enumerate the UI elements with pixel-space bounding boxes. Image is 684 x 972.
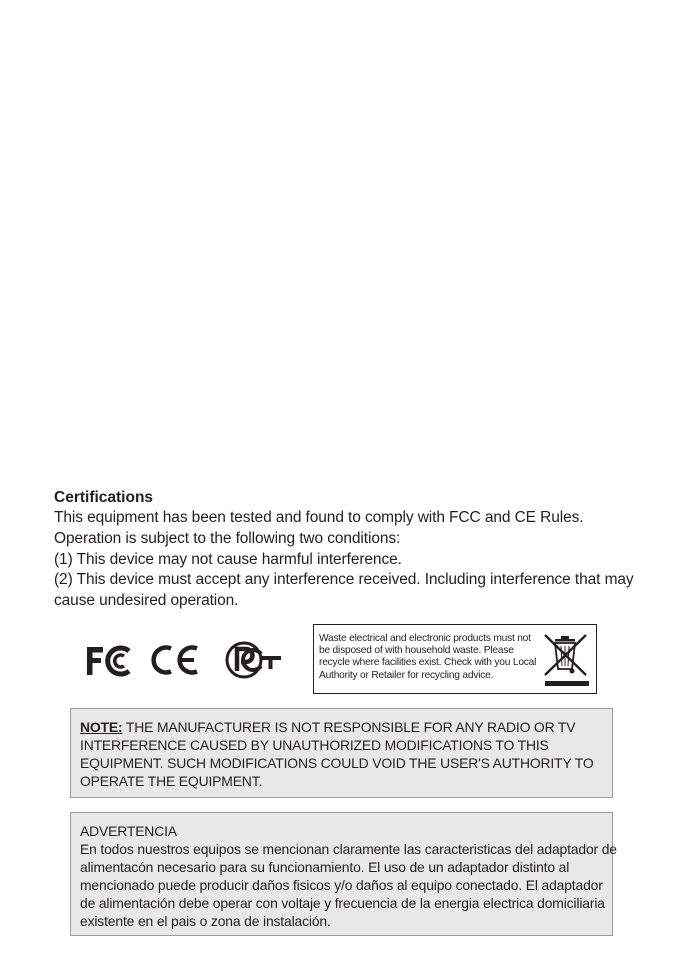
advertencia-line: En todos nuestros equipos se mencionan claramente las caracteristicas del adaptador de xyxy=(80,841,617,857)
advertencia-title: ADVERTENCIA xyxy=(80,823,177,839)
advertencia-line: de alimentación debe operar con voltaje y frecuencia de la energia electrica domiciliaria xyxy=(80,895,605,911)
note-line: INTERFERENCE CAUSED BY UNAUTHORIZED MODIFICATIONS TO THIS xyxy=(80,737,549,753)
note-line: EQUIPMENT. SUCH MODIFICATIONS COULD VOID THE USER'S AUTHORITY TO xyxy=(80,755,594,771)
note-box xyxy=(70,708,613,798)
advertencia-line: alimentacón necesario para su funcionamiento. El uso de un adaptador distinto al xyxy=(80,859,570,875)
certifications-line: cause undesired operation. xyxy=(54,592,239,610)
certifications-line: This equipment has been tested and found to comply with FCC and CE Rules. xyxy=(54,509,584,526)
note-text: THE MANUFACTURER IS NOT RESPONSIBLE FOR ANY RADIO OR TV xyxy=(122,719,576,735)
certifications-line: Operation is subject to the following two conditions: xyxy=(54,529,401,547)
note-line: OPERATE THE EQUIPMENT. xyxy=(80,773,263,789)
weee-line: recycle where facilities exist. Check with you Local xyxy=(319,657,537,669)
weee-line: be disposed of with household waste. Please xyxy=(319,645,514,657)
weee-line: Waste electrical and electronic products must not xyxy=(319,633,531,644)
ce-logo-icon xyxy=(150,640,200,680)
weee-line: Authority or Retailer for recycling advice. xyxy=(319,669,494,681)
certifications-title: Certifications xyxy=(54,489,154,506)
advertencia-line: mencionado puede producir daños fisicos y/o daños al equipo conectado. El adaptador xyxy=(80,877,603,893)
gost-pct-logo-icon xyxy=(224,640,284,680)
fcc-logo-icon xyxy=(84,640,134,680)
weee-notice-text xyxy=(319,633,541,682)
certifications-line: (1) This device may not cause harmful interference. xyxy=(54,550,402,568)
crossed-out-bin-icon xyxy=(542,631,590,689)
certifications-line: (2) This device must accept any interference received. Including interference that may xyxy=(54,571,634,589)
advertencia-box xyxy=(70,812,617,936)
note-line xyxy=(80,718,594,736)
note-label: NOTE: xyxy=(80,719,123,735)
certifications-section xyxy=(54,488,634,612)
advertencia-line: existente en el pais o zona de instalación. xyxy=(80,913,331,929)
weee-notice-box xyxy=(313,624,597,694)
